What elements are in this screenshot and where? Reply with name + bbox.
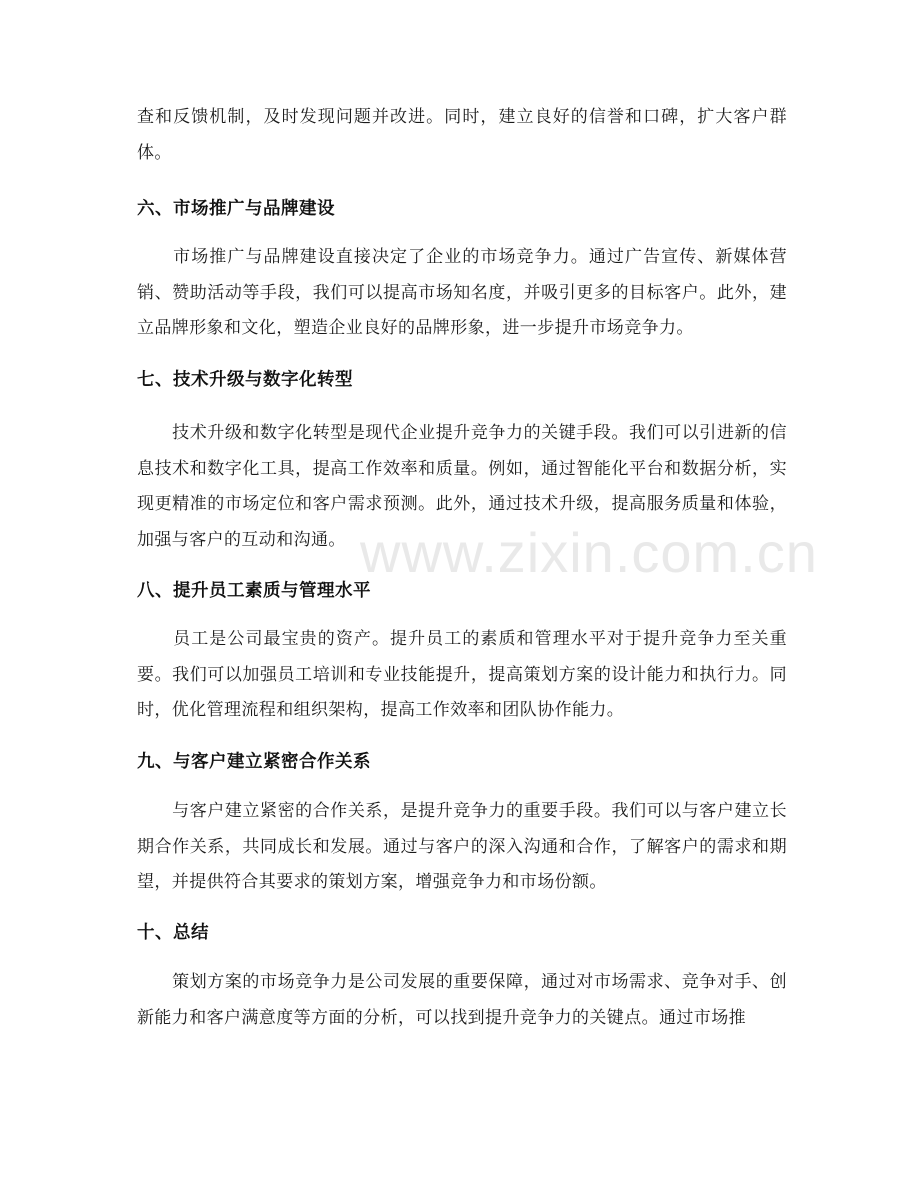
section-heading-8: 八、提升员工素质与管理水平 bbox=[137, 581, 371, 601]
section-heading-10: 十、总结 bbox=[137, 923, 209, 943]
section-heading-7: 七、技术升级与数字化转型 bbox=[137, 370, 353, 390]
paragraph-section-6: 市场推广与品牌建设直接决定了企业的市场竞争力。通过广告宣传、新媒体营销、赞助活动等手段，我们可以提高市场知名度，并吸引更多的目标客户。此外，建立品牌形象和文化，塑造企业良好的品牌形象，进一步提升市场竞争力。 bbox=[137, 247, 787, 338]
section-heading-9: 九、与客户建立紧密合作关系 bbox=[137, 752, 371, 772]
paragraph-section-8: 员工是公司最宝贵的资产。提升员工的素质和管理水平对于提升竞争力至关重要。我们可以加强员工培训和专业技能提升，提高策划方案的设计能力和执行力。同时，优化管理流程和组织架构，提高工作效率和团队协作能力。 bbox=[137, 629, 787, 720]
paragraph-section-9: 与客户建立紧密的合作关系，是提升竞争力的重要手段。我们可以与客户建立长期合作关系，共同成长和发展。通过与客户的深入沟通和合作，了解客户的需求和期望，并提供符合其要求的策划方案，增强竞争力和市场份额。 bbox=[137, 801, 787, 892]
paragraph-section-7: 技术升级和数字化转型是现代企业提升竞争力的关键手段。我们可以引进新的信息技术和数字化工具，提高工作效率和质量。例如，通过智能化平台和数据分析，实现更精准的市场定位和客户需求预测。此外，通过技术升级，提高服务质量和体验，加强与客户的互动和沟通。 bbox=[137, 423, 787, 550]
section-heading-6: 六、市场推广与品牌建设 bbox=[137, 199, 335, 219]
paragraph-section-10: 策划方案的市场竞争力是公司发展的重要保障，通过对市场需求、竞争对手、创新能力和客户满意度等方面的分析，可以找到提升竞争力的关键点。通过市场推 bbox=[137, 972, 787, 1028]
watermark: www.zixin.com.cn bbox=[360, 521, 818, 584]
paragraph-intro-continuation: 查和反馈机制，及时发现问题并改进。同时，建立良好的信誉和口碑，扩大客户群体。 bbox=[137, 107, 787, 163]
